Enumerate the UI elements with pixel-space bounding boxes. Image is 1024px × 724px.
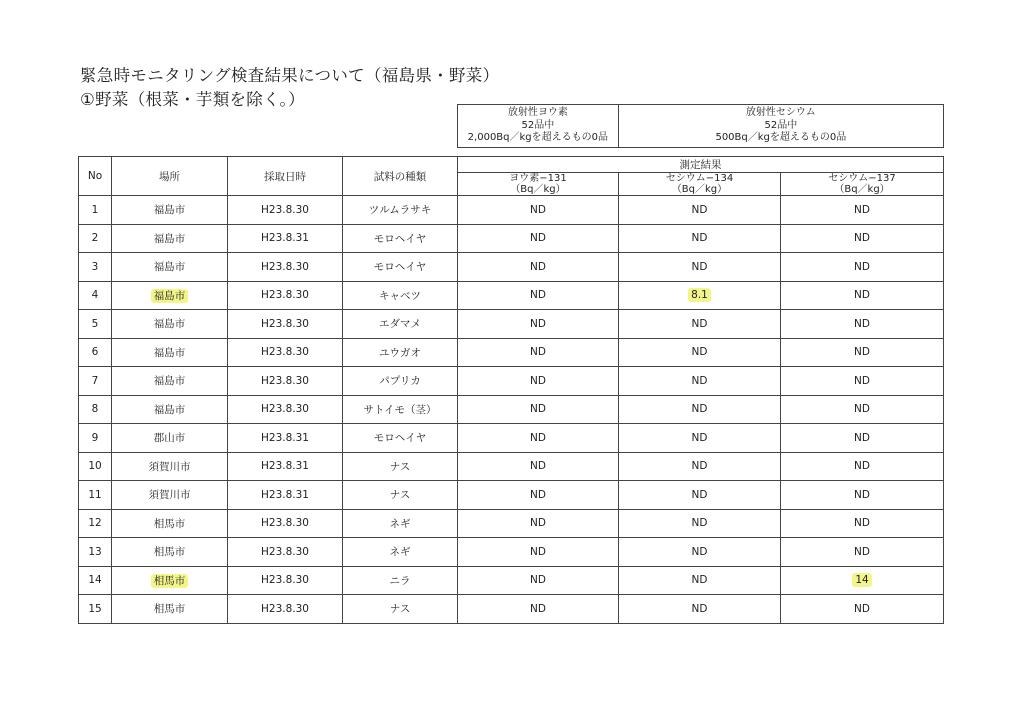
cell-date: H23.8.30 [228,196,343,225]
cell-iodine-131: ND [458,196,619,225]
cell-place: 相馬市 [112,509,228,538]
cell-iodine-131: ND [458,566,619,595]
header-cesium-137-unit: （Bq／kg） [834,184,890,195]
header-date: 採取日時 [228,157,343,196]
table-row [79,395,944,424]
table-row [79,566,944,595]
cell-cesium-134: ND [619,509,781,538]
cell-iodine-131: ND [458,367,619,396]
header-results: 測定結果 [458,157,944,173]
cell-sample-type: ツルムラサキ [343,196,458,225]
cell-cesium-134: ND [619,424,781,453]
cell-date: H23.8.31 [228,452,343,481]
cell-sample-type: ニラ [343,566,458,595]
iodine-summary-criterion: 2,000Bq／kgを超えるもの0品 [467,132,609,144]
cell-cesium-137: ND [781,224,944,253]
cell-iodine-131: ND [458,509,619,538]
table-row [79,338,944,367]
cell-date: H23.8.30 [228,367,343,396]
table-row [79,538,944,567]
cell-cesium-137: ND [781,481,944,510]
cell-date: H23.8.30 [228,395,343,424]
cell-place [112,281,228,310]
highlighted-place: 相馬市 [151,574,189,588]
cell-cesium-137: ND [781,538,944,567]
cell-cesium-134: ND [619,310,781,339]
highlighted-place: 福島市 [151,289,189,303]
cell-cesium-137: ND [781,281,944,310]
results-table [78,156,944,624]
cell-cesium-137: ND [781,310,944,339]
cell-place: 福島市 [112,196,228,225]
cell-place [112,566,228,595]
cell-cesium-134: ND [619,538,781,567]
cell-cesium-134: ND [619,253,781,282]
cell-date: H23.8.30 [228,595,343,624]
cell-sample-type: モロヘイヤ [343,253,458,282]
cell-cesium-134: ND [619,196,781,225]
cell-no: 5 [79,310,112,339]
cell-sample-type: サトイモ（茎） [343,395,458,424]
cell-iodine-131: ND [458,338,619,367]
cell-iodine-131: ND [458,452,619,481]
cesium-summary-count: 52品中 [764,119,798,131]
header-iodine-131 [458,173,619,196]
cell-no: 3 [79,253,112,282]
cell-date: H23.8.30 [228,538,343,567]
cesium-summary-criterion: 500Bq／kgを超えるもの0品 [715,132,847,144]
cell-no: 12 [79,509,112,538]
cell-iodine-131: ND [458,481,619,510]
cell-iodine-131: ND [458,224,619,253]
cell-cesium-137: ND [781,338,944,367]
cell-no: 9 [79,424,112,453]
cell-place: 福島市 [112,253,228,282]
cell-sample-type: パプリカ [343,367,458,396]
cell-date: H23.8.30 [228,310,343,339]
cell-iodine-131: ND [458,281,619,310]
cell-place: 福島市 [112,224,228,253]
cell-no: 14 [79,566,112,595]
header-cesium-137 [781,173,944,196]
table-row [79,424,944,453]
cell-sample-type: ネギ [343,509,458,538]
header-iodine-131-unit: （Bq／kg） [510,184,566,195]
cell-date: H23.8.30 [228,509,343,538]
header-no: No [79,157,112,196]
cell-sample-type: モロヘイヤ [343,424,458,453]
cell-place: 福島市 [112,310,228,339]
cell-sample-type: ユウガオ [343,338,458,367]
cell-place: 相馬市 [112,595,228,624]
cell-no: 1 [79,196,112,225]
iodine-summary-cell [458,105,619,148]
cell-place: 須賀川市 [112,481,228,510]
header-cesium-134-label: セシウム−134 [665,173,734,184]
header-sample-type: 試料の種類 [343,157,458,196]
summary-table [457,104,944,148]
iodine-summary-label: 放射性ヨウ素 [507,107,568,119]
cell-cesium-137: ND [781,253,944,282]
cell-no: 7 [79,367,112,396]
cell-sample-type: ナス [343,595,458,624]
cell-sample-type: ネギ [343,538,458,567]
table-row [79,367,944,396]
table-row [79,281,944,310]
cell-no: 13 [79,538,112,567]
cell-date: H23.8.30 [228,338,343,367]
cell-iodine-131: ND [458,595,619,624]
table-row [79,253,944,282]
cell-place: 相馬市 [112,538,228,567]
cell-place: 須賀川市 [112,452,228,481]
table-row [79,196,944,225]
header-iodine-131-label: ヨウ素−131 [509,173,567,184]
cell-date: H23.8.31 [228,224,343,253]
table-row [79,224,944,253]
cell-iodine-131: ND [458,538,619,567]
cell-cesium-137 [781,566,944,595]
cell-cesium-134: ND [619,481,781,510]
header-cesium-137-label: セシウム−137 [828,173,896,184]
cell-cesium-134: ND [619,566,781,595]
cell-cesium-134: ND [619,595,781,624]
cell-cesium-134: ND [619,452,781,481]
cell-date: H23.8.30 [228,566,343,595]
header-place: 場所 [112,157,228,196]
cell-sample-type: エダマメ [343,310,458,339]
cell-sample-type: ナス [343,452,458,481]
cell-no: 6 [79,338,112,367]
cell-date: H23.8.31 [228,424,343,453]
iodine-summary-count: 52品中 [521,119,555,131]
cell-date: H23.8.30 [228,253,343,282]
cell-date: H23.8.31 [228,481,343,510]
cell-sample-type: モロヘイヤ [343,224,458,253]
header-cesium-134-unit: （Bq／kg） [671,184,728,195]
cell-place: 福島市 [112,367,228,396]
highlighted-value: 8.1 [688,288,711,302]
table-row [79,310,944,339]
cell-place: 福島市 [112,395,228,424]
cell-cesium-137: ND [781,395,944,424]
cell-iodine-131: ND [458,395,619,424]
cell-no: 10 [79,452,112,481]
cell-cesium-134: ND [619,395,781,424]
table-row [79,595,944,624]
table-row [79,481,944,510]
cell-iodine-131: ND [458,253,619,282]
cell-sample-type: ナス [343,481,458,510]
cell-cesium-134 [619,281,781,310]
cell-date: H23.8.30 [228,281,343,310]
cesium-summary-cell [618,105,943,148]
document-title: 緊急時モニタリング検査結果について（福島県・野菜） [80,66,500,85]
cesium-summary-label: 放射性セシウム [745,107,816,119]
highlighted-value: 14 [852,573,871,587]
cell-cesium-134: ND [619,338,781,367]
cell-cesium-137: ND [781,595,944,624]
cell-place: 福島市 [112,338,228,367]
table-row [79,452,944,481]
cell-cesium-137: ND [781,452,944,481]
cell-sample-type: キャベツ [343,281,458,310]
cell-no: 8 [79,395,112,424]
cell-cesium-137: ND [781,367,944,396]
cell-cesium-137: ND [781,424,944,453]
cell-no: 4 [79,281,112,310]
table-row [79,509,944,538]
document-subtitle: ①野菜（根菜・芋類を除く。） [80,90,305,109]
cell-cesium-134: ND [619,224,781,253]
cell-cesium-137: ND [781,196,944,225]
cell-cesium-134: ND [619,367,781,396]
cell-iodine-131: ND [458,310,619,339]
cell-no: 15 [79,595,112,624]
cell-place: 郡山市 [112,424,228,453]
cell-iodine-131: ND [458,424,619,453]
header-cesium-134 [619,173,781,196]
cell-no: 11 [79,481,112,510]
cell-cesium-137: ND [781,509,944,538]
cell-no: 2 [79,224,112,253]
